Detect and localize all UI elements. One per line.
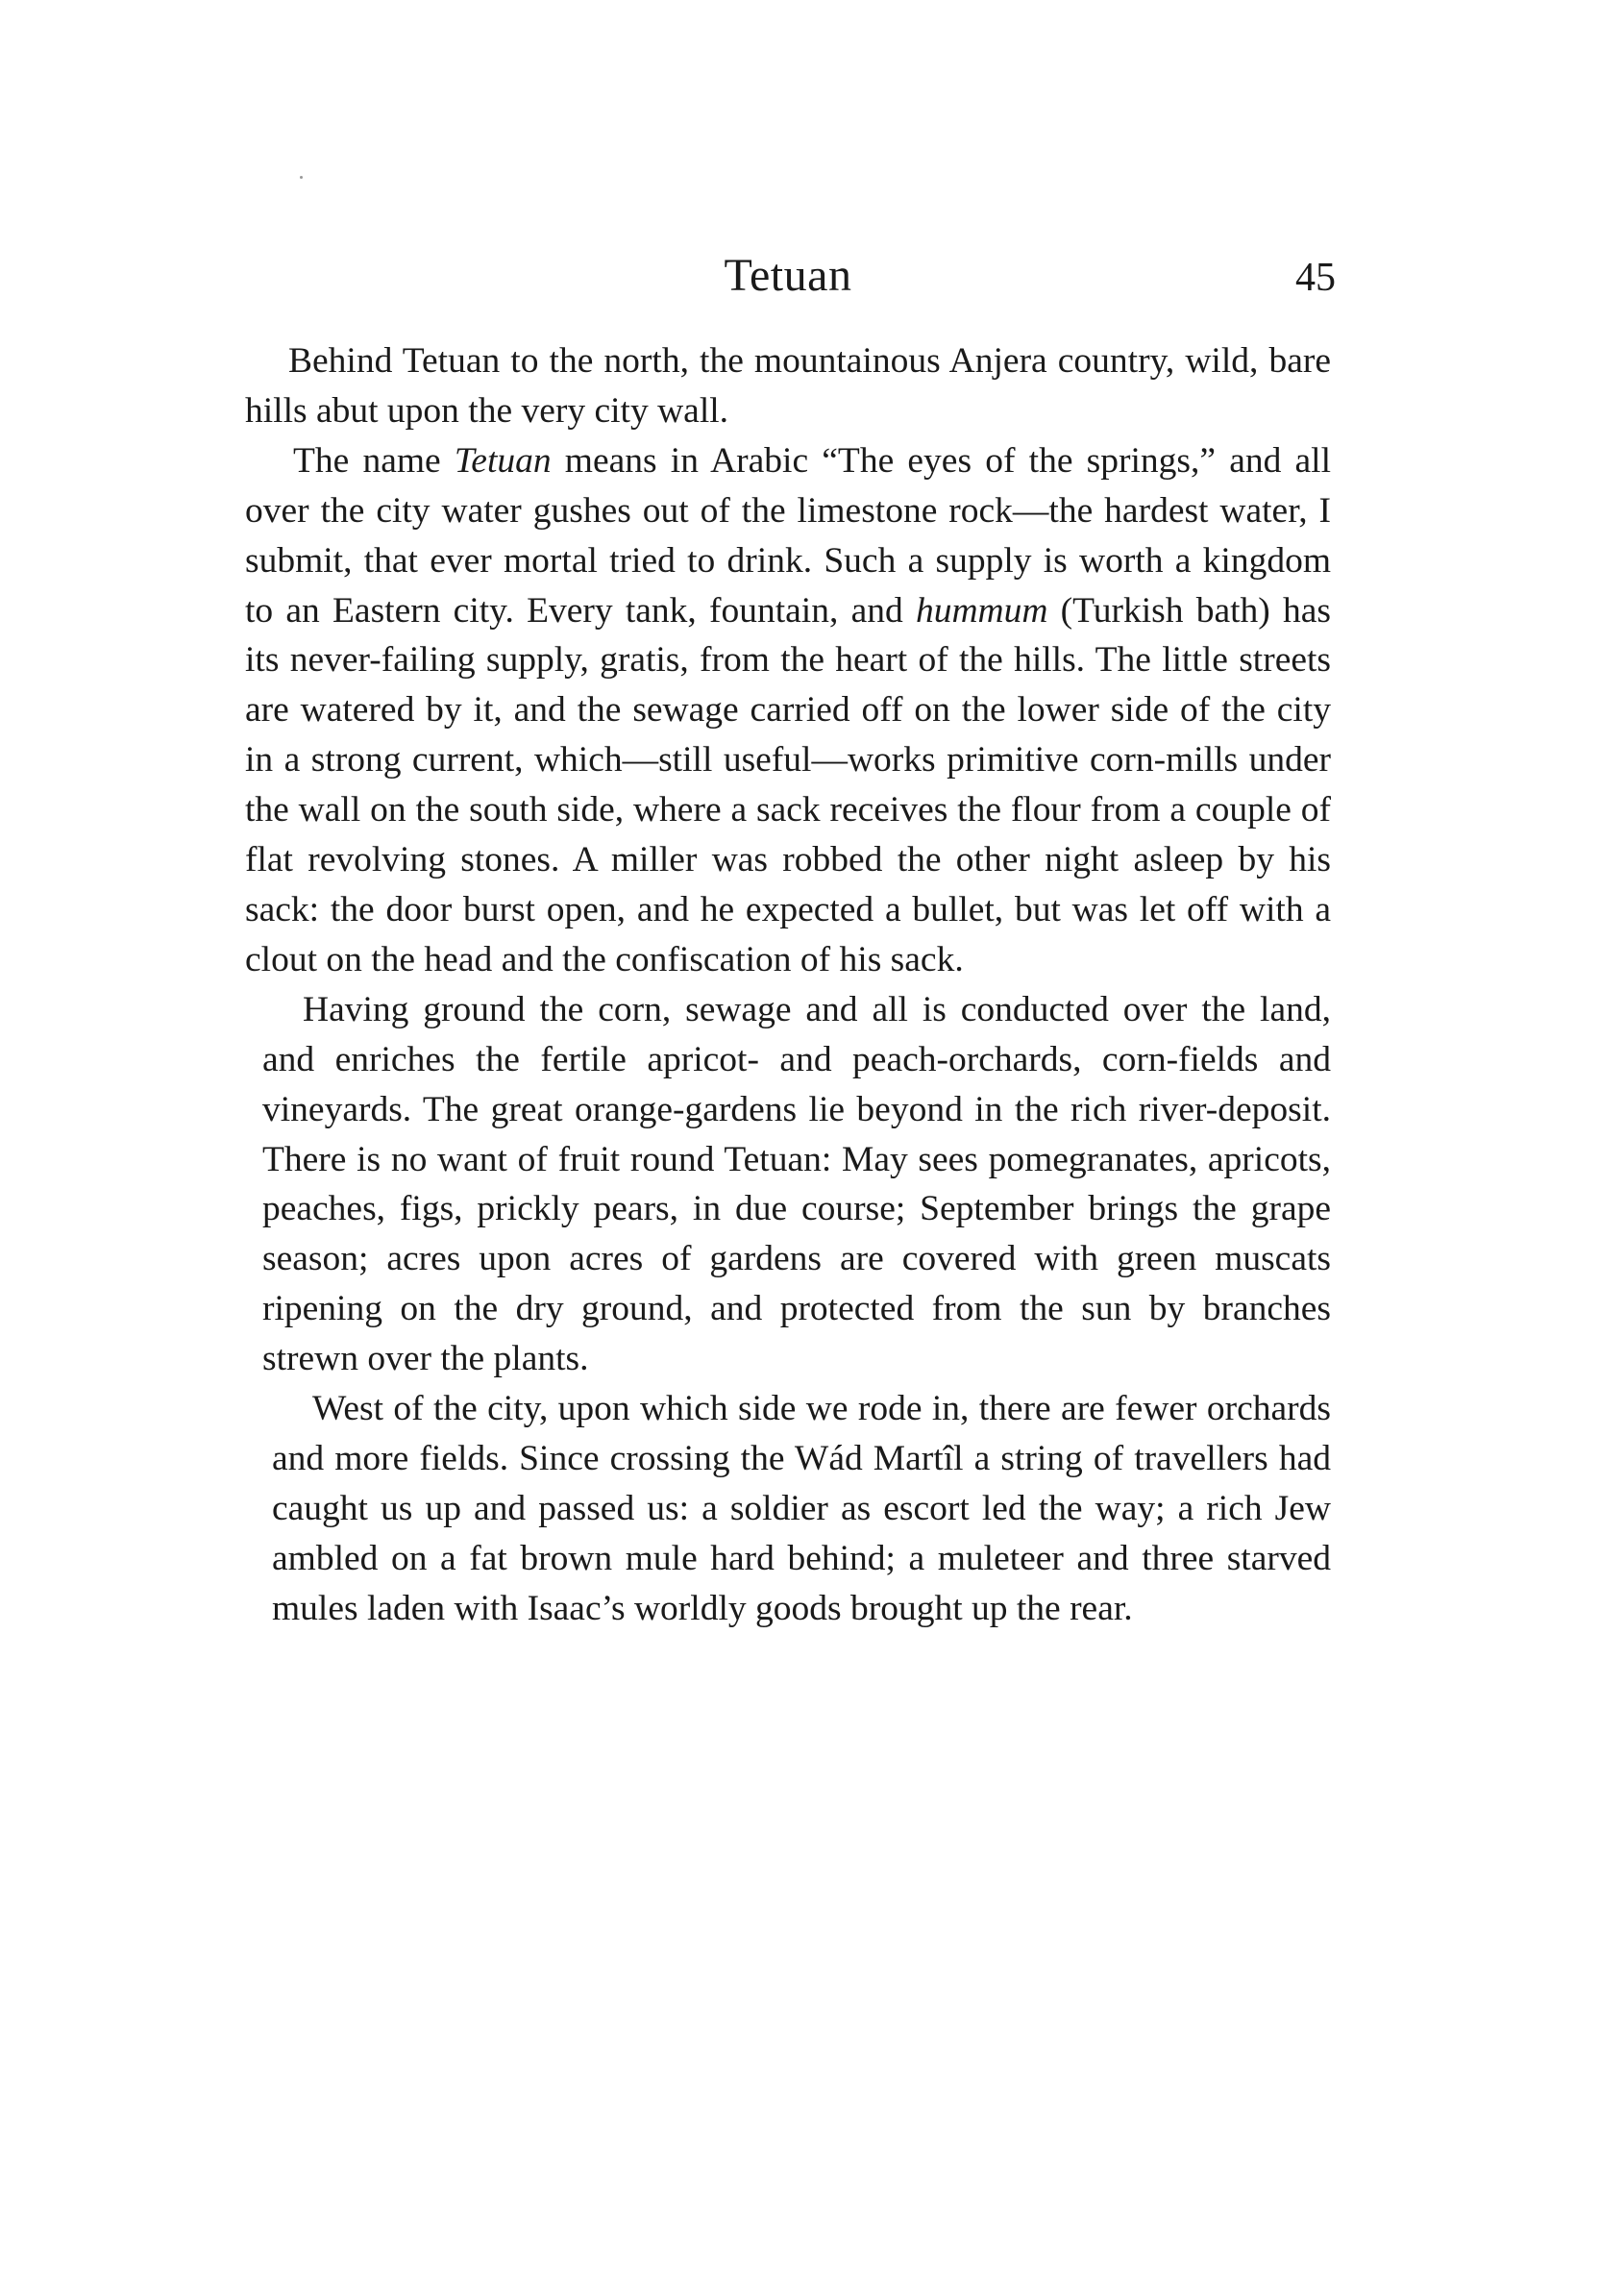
paragraph-2	[245, 436, 1331, 985]
paragraph-4: West of the city, upon which side we rode in, there are fewer orchards and more fields. Since crossing the Wád Martîl a string of travellers had caught us up and passed us: a soldier as escort led the way; a rich Jew ambled on a fat brown mule hard behind; a muleteer and three starved mules laden with Isaac’s worldly goods brought up the rear.	[272, 1389, 1331, 1628]
page-number: 45	[1295, 256, 1336, 300]
paragraph-2-text-b: means in Arabic “The eyes of the springs,” and all over the city water gushes out of the limestone rock—the hardest water, I submit, that ever mortal tried to drink. Such a supply is worth a kingdom to an Eastern city. Every tank, fountain, and	[245, 440, 1332, 631]
italic-tetuan: Tetuan	[454, 440, 552, 481]
running-head-title: Tetuan	[724, 250, 852, 301]
italic-hummum: hummum	[915, 590, 1048, 631]
running-head	[240, 242, 1336, 310]
paragraph-2-text-a: The name	[293, 440, 455, 481]
paragraph-3: Having ground the corn, sewage and all is conducted over the land, and enriches the fertile apricot- and peach-orchards, corn-fields and vineyards. The great orange-gardens lie beyond in the rich river-deposit. There is no want of fruit round Tetuan: May sees pomegranates, apricots, peaches, figs, prickly pears, in due course; September brings the grape season; acres upon acres of gardens are covered with green muscats ripening on the dry ground, and protected from the sun by branches strewn over the plants.	[262, 989, 1331, 1379]
body-text	[245, 336, 1331, 1634]
paragraph-1: Behind Tetuan to the north, the mountainous Anjera country, wild, bare hills abut upon the very city wall.	[245, 341, 1331, 431]
paper-speck	[300, 176, 303, 179]
paragraph-2-text-c: (Turkish bath) has its never-failing supply, gratis, from the heart of the hills. The little streets are watered by it, and the sewage carried off on the lower side of the city in a strong current, which—still useful—works primitive corn-mills under the wall on the south side, where a sack receives the flour from a couple of flat revolving stones. A miller was robbed the other night asleep by his sack: the door burst open, and he expected a bullet, but was let off with a clout on the head and the confiscation of his sack.	[245, 590, 1331, 979]
